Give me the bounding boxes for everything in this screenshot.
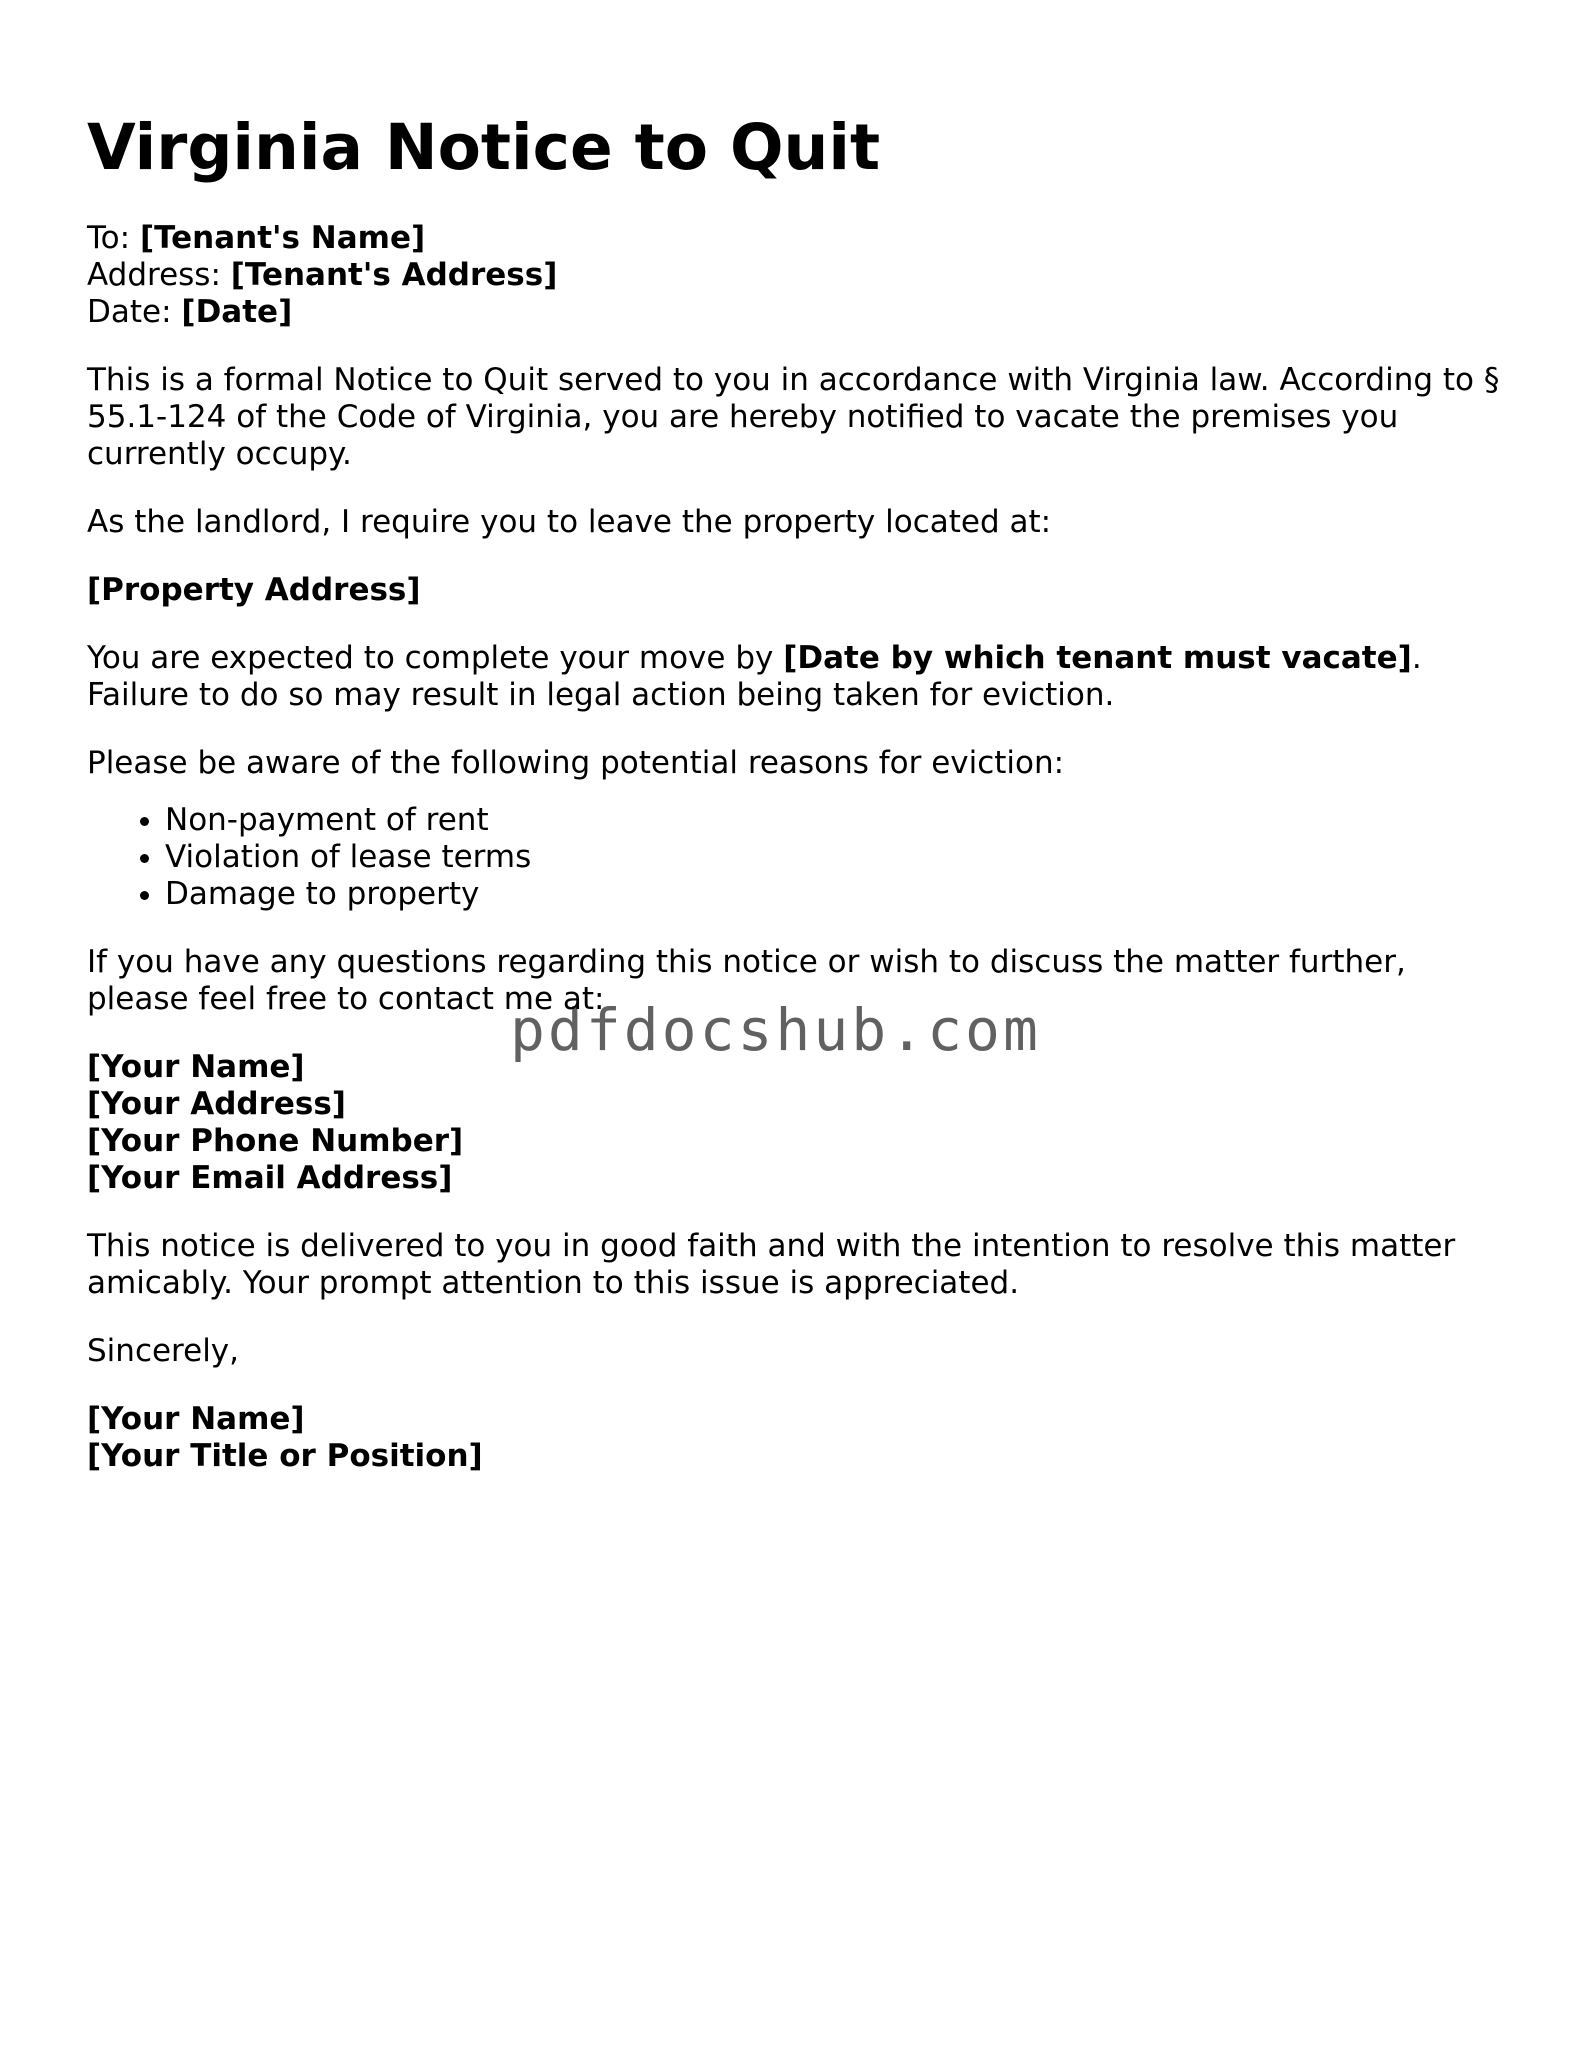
vacate-date: [Date by which tenant must vacate] [783, 640, 1412, 676]
notice-date: [Date] [181, 294, 293, 330]
move-suffix: . Failure to do so may result in legal action being taken for eviction. [87, 640, 1422, 713]
property-address [87, 572, 1507, 609]
recipient-block [87, 220, 1507, 331]
date-label: Date: [87, 294, 172, 330]
tenant-address: [Tenant's Address] [230, 257, 558, 293]
contact-phone: [Your Phone Number] [87, 1123, 464, 1159]
list-item: • Violation of lease terms [165, 839, 1507, 876]
signature-block [87, 1401, 1507, 1475]
questions-paragraph: If you have any questions regarding this notice or wish to discuss the matter further, please feel free to contact me at: [87, 944, 1406, 1017]
address-label: Address: [87, 257, 221, 293]
closing-paragraph: This notice is delivered to you in good faith and with the intention to resolve this matter amicably. Your prompt attention to this issue is appreciated. [87, 1228, 1456, 1301]
sincerely: Sincerely, [87, 1333, 240, 1369]
reasons-intro: Please be aware of the following potential reasons for eviction: [87, 745, 1065, 781]
move-paragraph [87, 640, 1507, 714]
signature-title: [Your Title or Position] [87, 1438, 483, 1474]
contact-address: [Your Address] [87, 1086, 346, 1122]
reasons-list [87, 802, 1507, 913]
watermark: pdfdocshub.com [510, 996, 1041, 1064]
to-line [87, 220, 1507, 257]
date-line [87, 294, 1507, 331]
list-item: • Non-payment of rent [165, 802, 1507, 839]
document-title: Virginia Notice to Quit [87, 111, 881, 184]
address-line [87, 257, 1507, 294]
contact-name: [Your Name] [87, 1049, 305, 1085]
signature-name: [Your Name] [87, 1401, 305, 1437]
list-item: • Damage to property [165, 876, 1507, 913]
property-address-value: [Property Address] [87, 572, 421, 608]
contact-email: [Your Email Address] [87, 1160, 453, 1196]
document-page [87, 108, 1507, 1506]
landlord-paragraph: As the landlord, I require you to leave the property located at: [87, 504, 1052, 540]
move-prefix: You are expected to complete your move by [87, 640, 784, 676]
contact-block [87, 1049, 1507, 1197]
intro-paragraph: This is a formal Notice to Quit served to you in accordance with Virginia law. According to § 55.1-124 of the Code of Virginia, you are hereby notified to vacate the premises you currently occupy. [87, 362, 1500, 472]
tenant-name: [Tenant's Name] [139, 220, 426, 256]
to-label: To: [87, 220, 131, 256]
